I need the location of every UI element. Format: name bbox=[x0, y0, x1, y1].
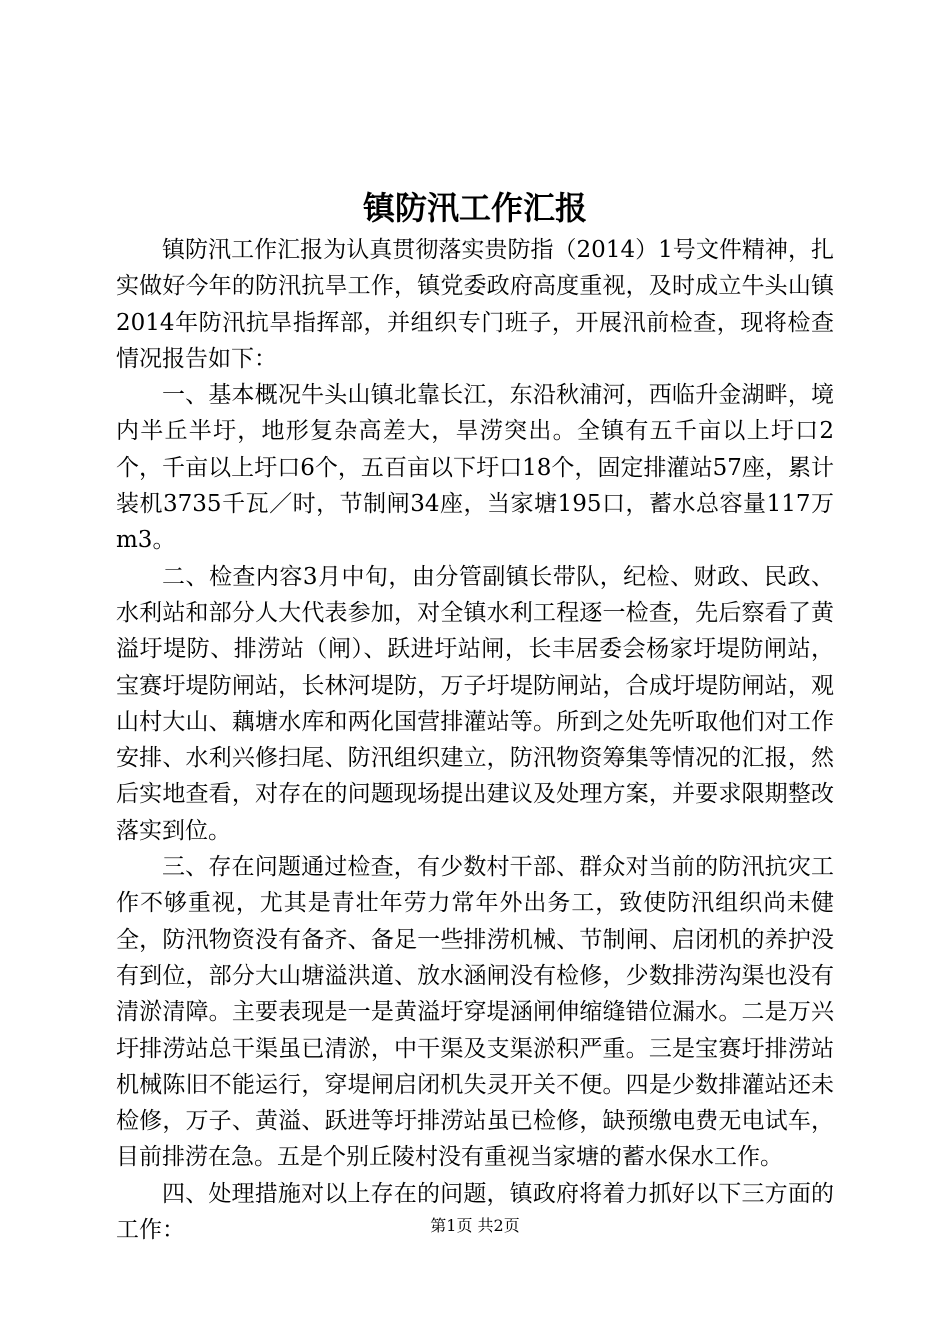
paragraph-overview: 一、基本概况牛头山镇北靠长江，东沿秋浦河，西临升金湖畔，境内半丘半圩，地形复杂高差大，旱涝突出。全镇有五千亩以上圩口2个，千亩以上圩口6个，五百亩以下圩口18个，固定排灌站57座，累计装机3735千瓦／时，节制闸34座，当家塘195口，蓄水总容量117万m3。 bbox=[116, 382, 834, 554]
paragraph-measures: 四、处理措施对以上存在的问题，镇政府将着力抓好以下三方面的工作： bbox=[116, 1180, 834, 1244]
paragraph-intro: 镇防汛工作汇报为认真贯彻落实贵防指（2014）1号文件精神，扎实做好今年的防汛抗旱工作，镇党委政府高度重视，及时成立牛头山镇2014年防汛抗旱指挥部，并组织专门班子，开展汛前检查，现将检查情况报告如下： bbox=[116, 237, 834, 372]
document-body bbox=[116, 232, 834, 1248]
page-footer: 第1页 共2页 bbox=[430, 1216, 520, 1235]
paragraph-problems: 三、存在问题通过检查，有少数村干部、群众对当前的防汛抗灾工作不够重视，尤其是青壮年劳力常年外出务工，致使防汛组织尚未健全，防汛物资没有备齐、备足一些排涝机械、节制闸、启闭机的养护没有到位，部分大山塘溢洪道、放水涵闸没有检修，少数排涝沟渠也没有清淤清障。主要表现是一是黄溢圩穿堤涵闸伸缩缝错位漏水。二是万兴圩排涝站总干渠虽已清淤，中干渠及支渠淤积严重。三是宝赛圩排涝站机械陈旧不能运行，穿堤闸启闭机失灵开关不便。四是少数排灌站还未检修，万子、黄溢、跃进等圩排涝站虽已检修，缺预缴电费无电试车，目前排涝在急。五是个别丘陵村没有重视当家塘的蓄水保水工作。 bbox=[116, 854, 834, 1171]
paragraph-inspection: 二、检查内容3月中旬，由分管副镇长带队，纪检、财政、民政、水利站和部分人大代表参加，对全镇水利工程逐一检查，先后察看了黄溢圩堤防、排涝站（闸）、跃进圩站闸，长丰居委会杨家圩堤防闸站，宝赛圩堤防闸站，长林河堤防，万子圩堤防闸站，合成圩堤防闸站，观山村大山、藕塘水库和两化国营排灌站等。所到之处先听取他们对工作安排、水利兴修扫尾、防汛组织建立，防汛物资筹集等情况的汇报，然后实地查看，对存在的问题现场提出建议及处理方案，并要求限期整改落实到位。 bbox=[116, 563, 834, 844]
document-title: 镇防汛工作汇报 bbox=[362, 189, 587, 227]
